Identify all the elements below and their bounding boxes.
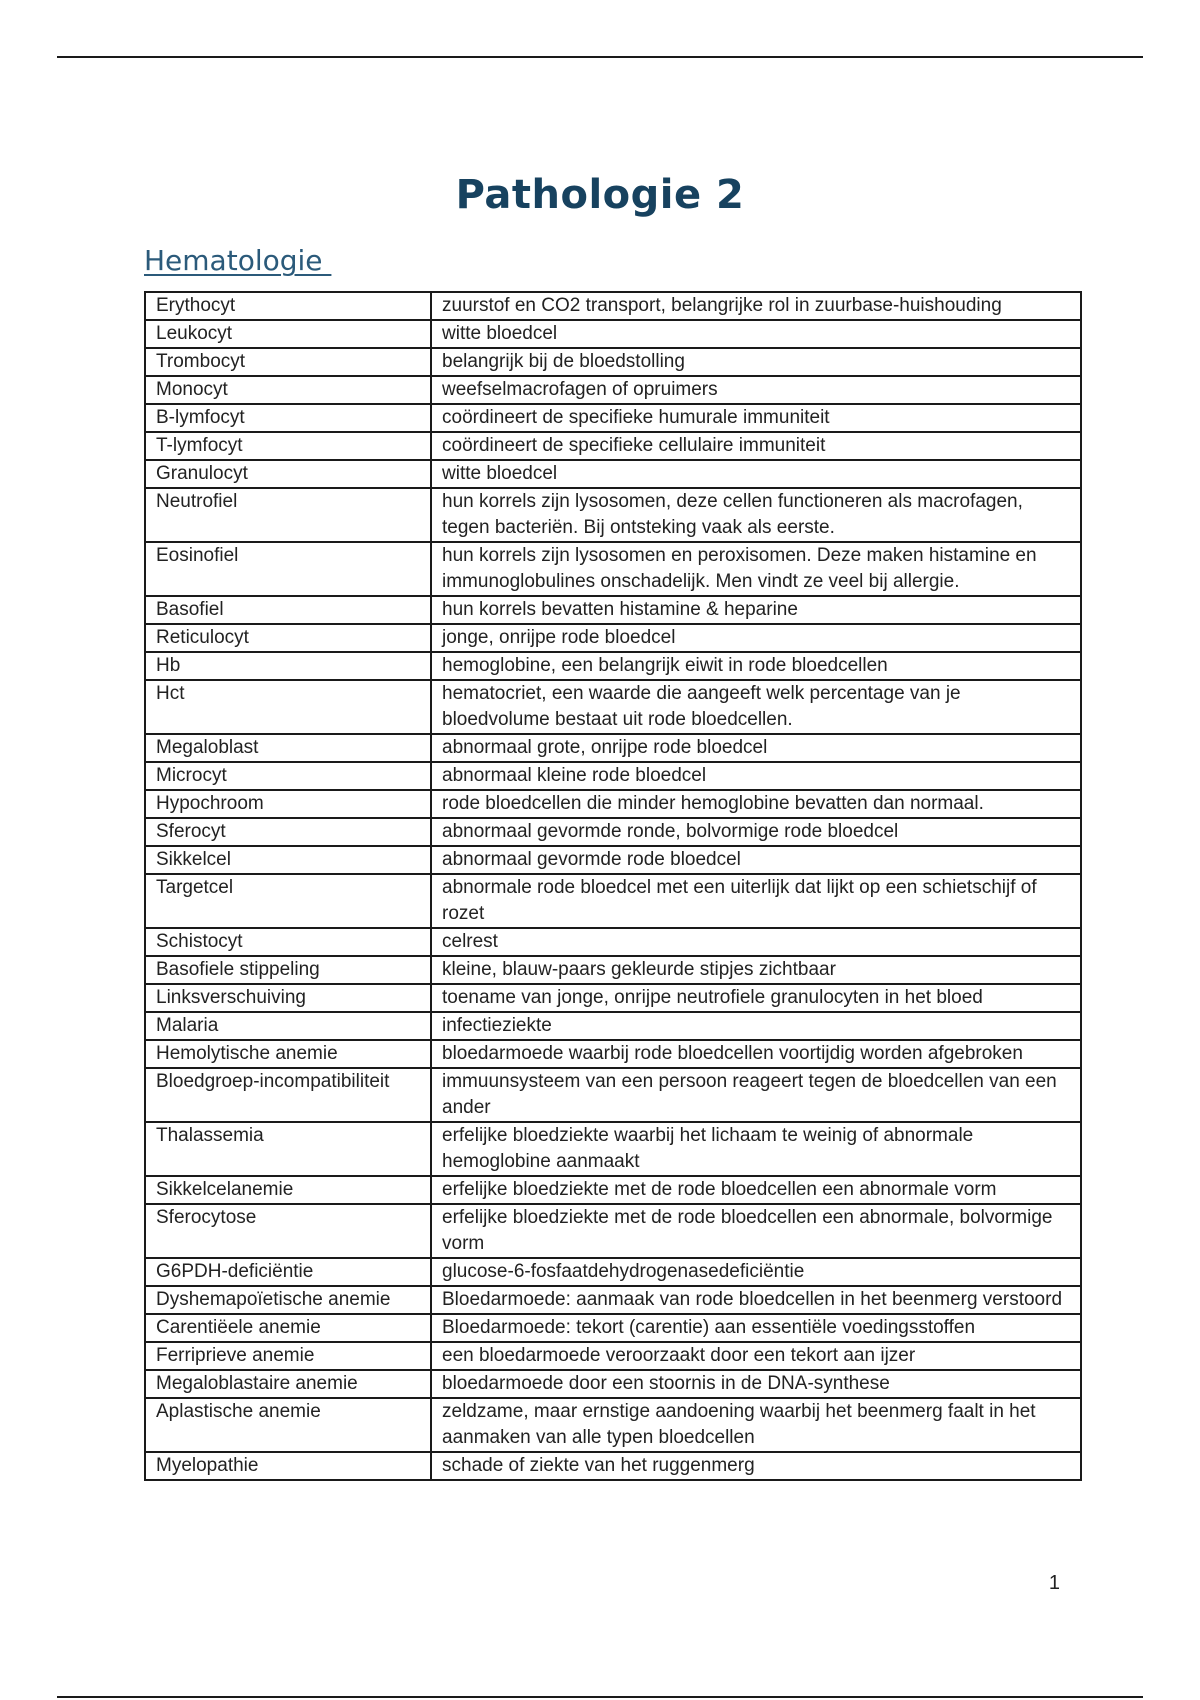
table-row [145, 928, 1081, 956]
definition-cell: hematocriet, een waarde die aangeeft welk percentage van je bloedvolume bestaat uit rode bloedcellen. [431, 680, 1081, 734]
definition-cell: een bloedarmoede veroorzaakt door een tekort aan ijzer [431, 1342, 1081, 1370]
term-cell: B-lymfocyt [145, 404, 431, 432]
table-row [145, 624, 1081, 652]
table-row [145, 846, 1081, 874]
term-cell: Sferocytose [145, 1204, 431, 1258]
term-cell: Basofiele stippeling [145, 956, 431, 984]
definition-cell: hun korrels zijn lysosomen en peroxisomen. Deze maken histamine en immunoglobulines onschadelijk. Men vindt ze veel bij allergie. [431, 542, 1081, 596]
table-row [145, 1068, 1081, 1122]
table-row [145, 1342, 1081, 1370]
definition-cell: kleine, blauw-paars gekleurde stipjes zichtbaar [431, 956, 1081, 984]
term-cell: Myelopathie [145, 1452, 431, 1480]
definition-cell: Bloedarmoede: aanmaak van rode bloedcellen in het beenmerg verstoord [431, 1286, 1081, 1314]
footer-rule [57, 1696, 1143, 1698]
glossary-table [144, 291, 1082, 1481]
table-row [145, 1370, 1081, 1398]
definition-cell: coördineert de specifieke humurale immuniteit [431, 404, 1081, 432]
term-cell: Trombocyt [145, 348, 431, 376]
definition-cell: toename van jonge, onrijpe neutrofiele granulocyten in het bloed [431, 984, 1081, 1012]
definition-cell: abnormaal gevormde rode bloedcel [431, 846, 1081, 874]
definition-cell: celrest [431, 928, 1081, 956]
table-row [145, 956, 1081, 984]
table-row [145, 984, 1081, 1012]
term-cell: Schistocyt [145, 928, 431, 956]
table-row [145, 1314, 1081, 1342]
term-cell: Granulocyt [145, 460, 431, 488]
table-row [145, 1012, 1081, 1040]
term-cell: Leukocyt [145, 320, 431, 348]
definition-cell: abnormale rode bloedcel met een uiterlijk dat lijkt op een schietschijf of rozet [431, 874, 1081, 928]
table-row [145, 1122, 1081, 1176]
definition-cell: abnormaal kleine rode bloedcel [431, 762, 1081, 790]
document-title: Pathologie 2 [455, 172, 745, 218]
table-row [145, 652, 1081, 680]
term-cell: Microcyt [145, 762, 431, 790]
definition-cell: Bloedarmoede: tekort (carentie) aan essentiële voedingsstoffen [431, 1314, 1081, 1342]
term-cell: Bloedgroep-incompatibiliteit [145, 1068, 431, 1122]
table-row [145, 596, 1081, 624]
term-cell: Erythocyt [145, 292, 431, 320]
table-row [145, 432, 1081, 460]
term-cell: Basofiel [145, 596, 431, 624]
term-cell: Sferocyt [145, 818, 431, 846]
term-cell: T-lymfocyt [145, 432, 431, 460]
definition-cell: bloedarmoede door een stoornis in de DNA-synthese [431, 1370, 1081, 1398]
table-row [145, 1398, 1081, 1452]
term-cell: Neutrofiel [145, 488, 431, 542]
table-row [145, 762, 1081, 790]
definition-cell: rode bloedcellen die minder hemoglobine bevatten dan normaal. [431, 790, 1081, 818]
definition-cell: witte bloedcel [431, 460, 1081, 488]
term-cell: Megaloblast [145, 734, 431, 762]
table-row [145, 542, 1081, 596]
table-row [145, 376, 1081, 404]
definition-cell: witte bloedcel [431, 320, 1081, 348]
table-row [145, 320, 1081, 348]
table-row [145, 790, 1081, 818]
definition-cell: hemoglobine, een belangrijk eiwit in rode bloedcellen [431, 652, 1081, 680]
table-row [145, 348, 1081, 376]
definition-cell: immuunsysteem van een persoon reageert tegen de bloedcellen van een ander [431, 1068, 1081, 1122]
page-number: 1 [1048, 1572, 1060, 1594]
term-cell: Thalassemia [145, 1122, 431, 1176]
term-cell: Monocyt [145, 376, 431, 404]
term-cell: Hb [145, 652, 431, 680]
term-cell: Aplastische anemie [145, 1398, 431, 1452]
definition-cell: glucose-6-fosfaatdehydrogenasedeficiëntie [431, 1258, 1081, 1286]
term-cell: Hct [145, 680, 431, 734]
table-row [145, 734, 1081, 762]
term-cell: Hemolytische anemie [145, 1040, 431, 1068]
term-cell: Megaloblastaire anemie [145, 1370, 431, 1398]
definition-cell: jonge, onrijpe rode bloedcel [431, 624, 1081, 652]
table-row [145, 1258, 1081, 1286]
definition-cell: weefselmacrofagen of opruimers [431, 376, 1081, 404]
definition-cell: coördineert de specifieke cellulaire immuniteit [431, 432, 1081, 460]
definition-cell: zuurstof en CO2 transport, belangrijke rol in zuurbase-huishouding [431, 292, 1081, 320]
term-cell: Malaria [145, 1012, 431, 1040]
term-cell: Sikkelcel [145, 846, 431, 874]
term-cell: Ferriprieve anemie [145, 1342, 431, 1370]
table-row [145, 460, 1081, 488]
term-cell: Hypochroom [145, 790, 431, 818]
table-row [145, 1452, 1081, 1480]
definition-cell: abnormaal gevormde ronde, bolvormige rode bloedcel [431, 818, 1081, 846]
table-row [145, 1040, 1081, 1068]
table-row [145, 680, 1081, 734]
term-cell: Eosinofiel [145, 542, 431, 596]
table-row [145, 1176, 1081, 1204]
definition-cell: erfelijke bloedziekte met de rode bloedcellen een abnormale vorm [431, 1176, 1081, 1204]
section-heading: Hematologie [144, 244, 332, 277]
definition-cell: hun korrels zijn lysosomen, deze cellen functioneren als macrofagen, tegen bacteriën. Bij ontsteking vaak als eerste. [431, 488, 1081, 542]
term-cell: Targetcel [145, 874, 431, 928]
definition-cell: schade of ziekte van het ruggenmerg [431, 1452, 1081, 1480]
term-cell: Linksverschuiving [145, 984, 431, 1012]
term-cell: Dyshemapoïetische anemie [145, 1286, 431, 1314]
table-row [145, 1204, 1081, 1258]
definition-cell: bloedarmoede waarbij rode bloedcellen voortijdig worden afgebroken [431, 1040, 1081, 1068]
header-rule [57, 56, 1143, 58]
definition-cell: hun korrels bevatten histamine & heparine [431, 596, 1081, 624]
table-row [145, 818, 1081, 846]
table-row [145, 292, 1081, 320]
definition-cell: belangrijk bij de bloedstolling [431, 348, 1081, 376]
glossary-table-body [145, 292, 1081, 1480]
term-cell: G6PDH-deficiëntie [145, 1258, 431, 1286]
table-row [145, 488, 1081, 542]
table-row [145, 1286, 1081, 1314]
definition-cell: zeldzame, maar ernstige aandoening waarbij het beenmerg faalt in het aanmaken van alle typen bloedcellen [431, 1398, 1081, 1452]
definition-cell: infectieziekte [431, 1012, 1081, 1040]
definition-cell: abnormaal grote, onrijpe rode bloedcel [431, 734, 1081, 762]
term-cell: Carentiëele anemie [145, 1314, 431, 1342]
term-cell: Reticulocyt [145, 624, 431, 652]
table-row [145, 874, 1081, 928]
table-row [145, 404, 1081, 432]
definition-cell: erfelijke bloedziekte met de rode bloedcellen een abnormale, bolvormige vorm [431, 1204, 1081, 1258]
term-cell: Sikkelcelanemie [145, 1176, 431, 1204]
definition-cell: erfelijke bloedziekte waarbij het lichaam te weinig of abnormale hemoglobine aanmaakt [431, 1122, 1081, 1176]
